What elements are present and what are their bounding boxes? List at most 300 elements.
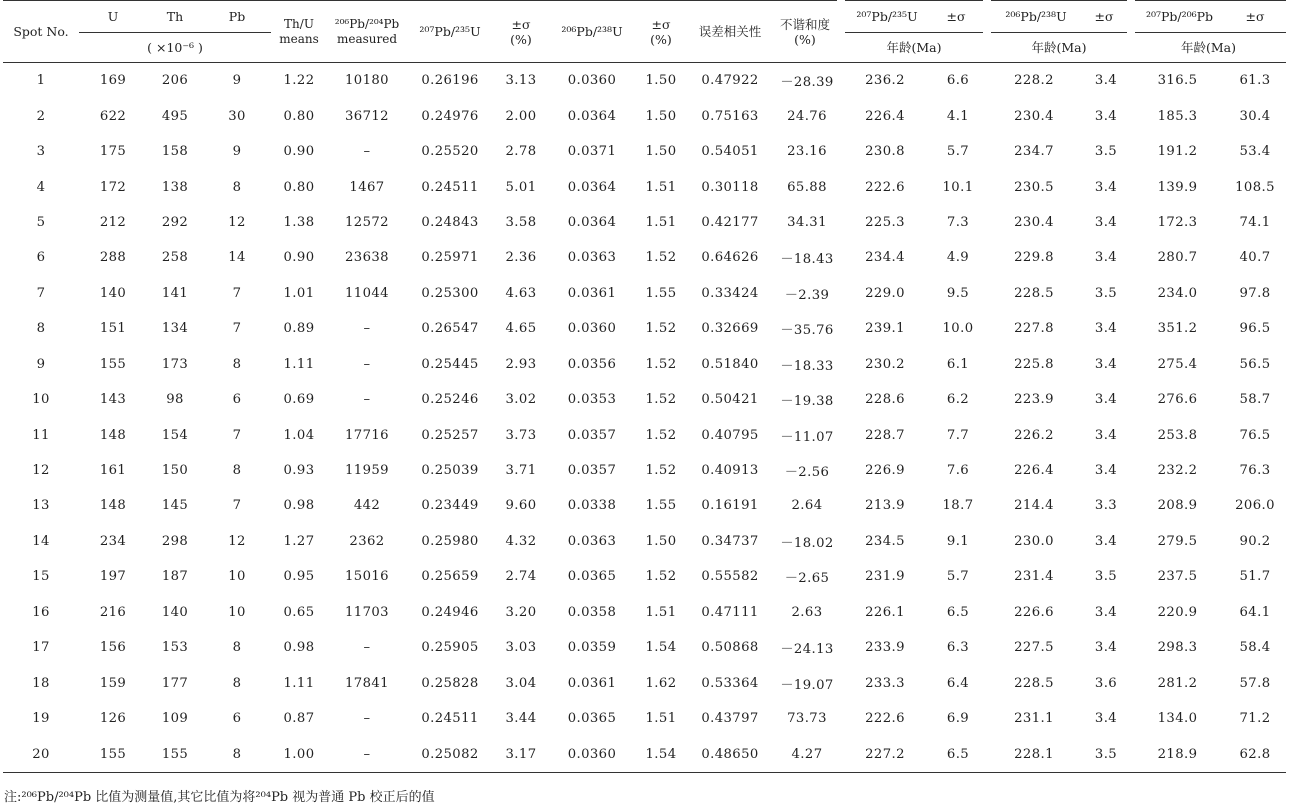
cell-error-correlation: 0.55582 bbox=[701, 569, 759, 585]
cell-pb206-238-sigma: 1.55 bbox=[645, 498, 677, 514]
cell-pb207-235-ratio: 0.24976 bbox=[421, 108, 479, 124]
cell-u: 140 bbox=[99, 285, 127, 301]
cell-spot-no: 11 bbox=[32, 427, 50, 443]
cell-u: 212 bbox=[99, 214, 127, 230]
cell-age-207-206-sigma: 64.1 bbox=[1239, 604, 1271, 620]
cell-age-207-235-sigma: 6.1 bbox=[946, 356, 970, 372]
cell-age-207-206: 220.9 bbox=[1157, 604, 1198, 620]
cell-age-207-235: 227.2 bbox=[841, 736, 929, 772]
cell-pb207-235-ratio: 0.25828 bbox=[421, 675, 479, 691]
cell-age-206-238-sigma: 3.6 bbox=[1094, 675, 1118, 691]
cell-age-207-235: 226.9 bbox=[865, 463, 905, 479]
cell-age-207-235: 231.9 bbox=[865, 569, 905, 585]
cell-spot-no: 19 bbox=[32, 711, 50, 727]
cell-discordance: －35.76 bbox=[780, 323, 834, 339]
table-row bbox=[3, 559, 1286, 594]
cell-th: 141 bbox=[161, 285, 189, 301]
cell-discordance: －24.13 bbox=[780, 642, 834, 658]
cell-pb206-204: 10180 bbox=[345, 73, 389, 89]
header-pb206-204-bottom: measured bbox=[336, 31, 398, 46]
cell-pb: 10 bbox=[228, 604, 246, 620]
cell-pb207-235-ratio: 0.25246 bbox=[421, 392, 479, 408]
header-age-206-238: ²⁰⁶Pb/²³⁸U bbox=[987, 1, 1081, 33]
cell-error-correlation: 0.64626 bbox=[701, 250, 759, 266]
cell-age-207-206: 139.9 bbox=[1157, 179, 1198, 195]
footnote: 注:²⁰⁶Pb/²⁰⁴Pb 比值为测量值,其它比值为将²⁰⁴Pb 视为普通 Pb 校正后的值 bbox=[4, 790, 435, 805]
cell-th: 298 bbox=[161, 533, 189, 549]
cell-age-207-206-sigma: 96.5 bbox=[1239, 321, 1271, 337]
header-sigma-1 bbox=[493, 1, 549, 63]
cell-error-correlation: 0.16191 bbox=[701, 498, 759, 514]
cell-discordance: －11.07 bbox=[780, 429, 834, 445]
cell-u: 197 bbox=[99, 569, 127, 585]
table-row bbox=[3, 311, 1286, 346]
table-row bbox=[3, 134, 1286, 169]
cell-error-correlation: 0.40913 bbox=[701, 463, 759, 479]
cell-pb207-235-sigma: 2.00 bbox=[505, 108, 537, 124]
cell-error-correlation: 0.43797 bbox=[701, 711, 759, 727]
cell-pb206-204: – bbox=[363, 144, 371, 160]
cell-th-u: 1.01 bbox=[283, 285, 315, 301]
cell-age-206-238: 228.5 bbox=[1014, 675, 1054, 691]
cell-pb206-238-ratio: 0.0371 bbox=[567, 144, 617, 160]
cell-pb: 8 bbox=[232, 179, 242, 195]
header-pb206-204 bbox=[327, 1, 407, 63]
cell-age-207-206: 281.2 bbox=[1157, 675, 1198, 691]
cell-age-206-238-sigma: 3.4 bbox=[1094, 392, 1118, 408]
cell-age-206-238: 230.4 bbox=[1014, 108, 1054, 124]
cell-pb207-235-ratio: 0.25082 bbox=[407, 736, 493, 772]
cell-th: 173 bbox=[161, 356, 189, 372]
cell-pb206-204: 17841 bbox=[345, 675, 389, 691]
cell-spot-no: 18 bbox=[32, 675, 50, 691]
cell-pb: 8 bbox=[232, 356, 242, 372]
cell-discordance: －28.39 bbox=[780, 75, 834, 91]
header-th: Th bbox=[147, 1, 203, 33]
cell-age-207-235: 225.3 bbox=[865, 214, 905, 230]
cell-u: 159 bbox=[99, 675, 127, 691]
cell-pb: 8 bbox=[232, 463, 242, 479]
cell-pb206-204: 442 bbox=[353, 498, 381, 514]
cell-age-207-235-sigma: 10.1 bbox=[942, 179, 974, 195]
cell-age-206-238-sigma: 3.5 bbox=[1094, 144, 1118, 160]
cell-discordance: 2.63 bbox=[791, 604, 823, 620]
cell-age-206-238: 227.5 bbox=[1014, 640, 1054, 656]
cell-u: 143 bbox=[99, 392, 127, 408]
cell-th-u: 0.65 bbox=[283, 604, 315, 620]
cell-age-207-235: 239.1 bbox=[865, 321, 905, 337]
cell-error-correlation: 0.54051 bbox=[701, 144, 759, 160]
cell-age-206-238: 230.4 bbox=[1014, 214, 1054, 230]
cell-pb206-204: 17716 bbox=[345, 427, 389, 443]
cell-pb206-238-ratio: 0.0358 bbox=[567, 604, 617, 620]
cell-age-207-206: 276.6 bbox=[1157, 392, 1198, 408]
header-u: U bbox=[79, 1, 147, 33]
cell-pb206-238-ratio: 0.0360 bbox=[567, 73, 617, 89]
cell-age-206-238: 228.5 bbox=[1014, 285, 1054, 301]
cell-age-207-206: 234.0 bbox=[1157, 285, 1198, 301]
cell-pb207-235-ratio: 0.25520 bbox=[421, 144, 479, 160]
cell-spot-no: 10 bbox=[32, 392, 50, 408]
cell-age-207-235-sigma: 18.7 bbox=[942, 498, 974, 514]
cell-age-206-238: 228.2 bbox=[1014, 73, 1054, 89]
cell-u: 288 bbox=[99, 250, 127, 266]
cell-pb207-235-sigma: 2.78 bbox=[505, 144, 537, 160]
cell-pb206-238-ratio: 0.0361 bbox=[567, 675, 617, 691]
cell-spot-no: 12 bbox=[32, 463, 50, 479]
cell-age-207-235-sigma: 5.7 bbox=[946, 144, 970, 160]
cell-error-correlation: 0.33424 bbox=[701, 285, 759, 301]
cell-error-correlation: 0.48650 bbox=[687, 736, 773, 772]
cell-pb206-238-sigma: 1.52 bbox=[645, 392, 677, 408]
cell-pb: 7 bbox=[232, 427, 242, 443]
cell-age-207-206: 253.8 bbox=[1157, 427, 1198, 443]
cell-u: 172 bbox=[99, 179, 127, 195]
table-row bbox=[3, 630, 1286, 665]
cell-th: 155 bbox=[147, 736, 203, 772]
cell-age-206-238-sigma: 3.4 bbox=[1094, 356, 1118, 372]
cell-pb206-238-ratio: 0.0363 bbox=[567, 533, 617, 549]
cell-age-207-206: 185.3 bbox=[1157, 108, 1198, 124]
cell-u: 234 bbox=[99, 533, 127, 549]
cell-age-206-238: 231.4 bbox=[1014, 569, 1054, 585]
header-th-u bbox=[271, 1, 327, 63]
header-age-label-3: 年龄(Ma) bbox=[1131, 33, 1286, 63]
cell-spot-no: 14 bbox=[32, 533, 50, 549]
cell-age-207-206-sigma: 90.2 bbox=[1239, 533, 1271, 549]
cell-discordance: －18.33 bbox=[780, 358, 834, 374]
cell-pb207-235-sigma: 3.58 bbox=[505, 214, 537, 230]
cell-age-206-238: 229.8 bbox=[1014, 250, 1054, 266]
cell-age-207-206: 351.2 bbox=[1157, 321, 1198, 337]
cell-pb206-238-ratio: 0.0357 bbox=[567, 427, 617, 443]
table-row bbox=[3, 417, 1286, 452]
cell-age-207-206-sigma: 61.3 bbox=[1239, 73, 1271, 89]
header-pb206-204-top: ²⁰⁶Pb/²⁰⁴Pb bbox=[334, 16, 400, 31]
cell-pb206-238-sigma: 1.50 bbox=[645, 144, 677, 160]
cell-pb206-238-ratio: 0.0338 bbox=[567, 498, 617, 514]
cell-age-207-206: 232.2 bbox=[1157, 463, 1198, 479]
cell-pb206-238-ratio: 0.0363 bbox=[567, 250, 617, 266]
cell-age-207-235: 229.0 bbox=[865, 285, 905, 301]
cell-pb: 14 bbox=[228, 250, 246, 266]
cell-pb207-235-sigma: 4.63 bbox=[505, 285, 537, 301]
cell-spot-no: 6 bbox=[36, 250, 46, 266]
cell-age-207-206: 316.5 bbox=[1157, 73, 1198, 89]
cell-u: 155 bbox=[99, 356, 127, 372]
cell-age-206-238-sigma: 3.4 bbox=[1094, 321, 1118, 337]
cell-spot-no: 16 bbox=[32, 604, 50, 620]
cell-age-207-235-sigma: 6.5 bbox=[946, 604, 970, 620]
cell-discordance: －19.07 bbox=[780, 677, 834, 693]
cell-age-207-206-sigma: 58.7 bbox=[1239, 392, 1271, 408]
cell-pb207-235-sigma: 3.17 bbox=[493, 736, 549, 772]
cell-spot-no: 2 bbox=[36, 108, 46, 124]
cell-pb207-235-sigma: 3.13 bbox=[505, 73, 537, 89]
cell-pb207-235-ratio: 0.24511 bbox=[421, 179, 479, 195]
header-sigma-1-top: ±σ bbox=[511, 16, 531, 32]
header-sigma-2-top: ±σ bbox=[651, 16, 671, 32]
cell-pb207-235-ratio: 0.24946 bbox=[421, 604, 479, 620]
cell-pb206-204: 23638 bbox=[345, 250, 389, 266]
cell-age-206-238-sigma: 3.4 bbox=[1094, 604, 1118, 620]
table-row bbox=[3, 98, 1286, 133]
cell-pb207-235-sigma: 3.04 bbox=[505, 675, 537, 691]
cell-error-correlation: 0.42177 bbox=[701, 214, 759, 230]
table-row bbox=[3, 736, 1286, 772]
cell-pb207-235-sigma: 3.44 bbox=[505, 711, 537, 727]
cell-pb206-238-ratio: 0.0365 bbox=[567, 711, 617, 727]
cell-th: 154 bbox=[161, 427, 189, 443]
cell-pb206-204: 11959 bbox=[345, 463, 389, 479]
cell-error-correlation: 0.50868 bbox=[701, 640, 759, 656]
header-unit: ( ×10⁻⁶ ) bbox=[79, 33, 271, 63]
cell-age-207-235: 230.8 bbox=[865, 144, 905, 160]
cell-age-207-206-sigma: 57.8 bbox=[1239, 675, 1271, 691]
cell-age-206-238-sigma: 3.3 bbox=[1094, 498, 1118, 514]
cell-pb207-235-sigma: 3.71 bbox=[505, 463, 537, 479]
cell-pb206-204: 15016 bbox=[345, 569, 389, 585]
table-row bbox=[3, 595, 1286, 630]
cell-pb206-238-ratio: 0.0364 bbox=[567, 108, 617, 124]
cell-pb207-235-sigma: 4.65 bbox=[505, 321, 537, 337]
cell-pb: 6 bbox=[232, 711, 242, 727]
cell-pb: 30 bbox=[228, 108, 246, 124]
cell-u: 148 bbox=[99, 427, 127, 443]
cell-age-207-235: 233.3 bbox=[865, 675, 905, 691]
table-row bbox=[3, 276, 1286, 311]
header-th-u-bottom: means bbox=[279, 31, 319, 46]
cell-pb207-235-sigma: 3.73 bbox=[505, 427, 537, 443]
cell-pb: 10 bbox=[228, 569, 246, 585]
cell-age-206-238: 234.7 bbox=[1014, 144, 1054, 160]
cell-age-207-235: 228.7 bbox=[865, 427, 905, 443]
cell-age-207-206-sigma: 76.5 bbox=[1239, 427, 1271, 443]
cell-th-u: 0.98 bbox=[283, 498, 315, 514]
cell-th: 177 bbox=[161, 675, 189, 691]
cell-th-u: 0.90 bbox=[283, 250, 315, 266]
table-row bbox=[3, 63, 1286, 99]
cell-error-correlation: 0.30118 bbox=[701, 179, 759, 195]
cell-th-u: 0.93 bbox=[283, 463, 315, 479]
cell-age-207-206-sigma: 97.8 bbox=[1239, 285, 1271, 301]
cell-age-207-235: 228.6 bbox=[865, 392, 905, 408]
cell-th-u: 1.11 bbox=[283, 356, 315, 372]
cell-spot-no: 15 bbox=[32, 569, 50, 585]
cell-age-206-238: 226.6 bbox=[1014, 604, 1054, 620]
cell-discordance: 73.73 bbox=[787, 711, 827, 727]
cell-pb206-238-sigma: 1.51 bbox=[645, 604, 677, 620]
cell-discordance: 65.88 bbox=[787, 179, 827, 195]
cell-discordance: －18.02 bbox=[780, 535, 834, 551]
cell-age-207-206: 172.3 bbox=[1157, 214, 1198, 230]
cell-pb206-238-sigma: 1.51 bbox=[645, 214, 677, 230]
cell-age-207-235: 213.9 bbox=[865, 498, 905, 514]
cell-error-correlation: 0.47922 bbox=[701, 73, 759, 89]
cell-th: 109 bbox=[161, 711, 189, 727]
cell-age-206-238: 226.4 bbox=[1014, 463, 1054, 479]
cell-age-207-235-sigma: 9.1 bbox=[946, 533, 970, 549]
cell-age-207-206-sigma: 30.4 bbox=[1239, 108, 1271, 124]
cell-age-207-235-sigma: 6.2 bbox=[946, 392, 970, 408]
cell-pb206-238-ratio: 0.0361 bbox=[567, 285, 617, 301]
cell-age-207-235-sigma: 6.5 bbox=[929, 736, 987, 772]
cell-th-u: 1.22 bbox=[283, 73, 315, 89]
cell-th: 495 bbox=[161, 108, 189, 124]
cell-age-207-235-sigma: 9.5 bbox=[946, 285, 970, 301]
cell-pb207-235-ratio: 0.25980 bbox=[421, 533, 479, 549]
cell-pb207-235-ratio: 0.24511 bbox=[421, 711, 479, 727]
cell-pb206-204: – bbox=[363, 321, 371, 337]
cell-th-u: 0.95 bbox=[283, 569, 315, 585]
cell-spot-no: 4 bbox=[36, 179, 46, 195]
cell-pb206-204: – bbox=[327, 736, 407, 772]
cell-age-207-206: 218.9 bbox=[1131, 736, 1224, 772]
cell-age-207-235: 226.1 bbox=[865, 604, 905, 620]
cell-age-207-235-sigma: 6.3 bbox=[946, 640, 970, 656]
cell-age-206-238-sigma: 3.4 bbox=[1094, 427, 1118, 443]
cell-age-206-238-sigma: 3.4 bbox=[1094, 179, 1118, 195]
cell-pb206-238-sigma: 1.54 bbox=[645, 640, 677, 656]
cell-pb207-235-ratio: 0.25905 bbox=[421, 640, 479, 656]
table-row bbox=[3, 665, 1286, 700]
cell-th-u: 0.87 bbox=[283, 711, 315, 727]
table-header bbox=[3, 1, 1286, 63]
cell-age-206-238-sigma: 3.5 bbox=[1081, 736, 1131, 772]
cell-spot-no: 13 bbox=[32, 498, 50, 514]
cell-age-207-235-sigma: 7.7 bbox=[946, 427, 970, 443]
table-row bbox=[3, 205, 1286, 240]
header-pb207-235-ratio: ²⁰⁷Pb/²³⁵U bbox=[407, 1, 493, 63]
cell-th: 150 bbox=[161, 463, 189, 479]
cell-discordance: 34.31 bbox=[787, 214, 827, 230]
cell-pb206-238-sigma: 1.51 bbox=[645, 711, 677, 727]
cell-pb: 8 bbox=[232, 640, 242, 656]
cell-pb206-204: 2362 bbox=[349, 533, 385, 549]
cell-age-207-235-sigma: 10.0 bbox=[942, 321, 974, 337]
cell-age-206-238-sigma: 3.4 bbox=[1094, 108, 1118, 124]
cell-age-207-235: 222.6 bbox=[865, 179, 905, 195]
cell-error-correlation: 0.34737 bbox=[701, 533, 759, 549]
table-row bbox=[3, 488, 1286, 523]
cell-age-207-235: 236.2 bbox=[865, 73, 905, 89]
header-age-207-235: ²⁰⁷Pb/²³⁵U bbox=[841, 1, 929, 33]
cell-spot-no: 7 bbox=[36, 285, 46, 301]
cell-error-correlation: 0.40795 bbox=[701, 427, 759, 443]
cell-age-207-206-sigma: 206.0 bbox=[1235, 498, 1275, 514]
cell-pb207-235-ratio: 0.25659 bbox=[421, 569, 479, 585]
cell-pb207-235-ratio: 0.25039 bbox=[421, 463, 479, 479]
cell-pb206-238-ratio: 0.0356 bbox=[567, 356, 617, 372]
cell-pb207-235-ratio: 0.25257 bbox=[421, 427, 479, 443]
cell-pb206-204: 11703 bbox=[345, 604, 389, 620]
cell-age-207-235-sigma: 6.9 bbox=[946, 711, 970, 727]
cell-pb207-235-sigma: 2.36 bbox=[505, 250, 537, 266]
cell-pb207-235-sigma: 5.01 bbox=[505, 179, 537, 195]
cell-pb206-238-ratio: 0.0359 bbox=[567, 640, 617, 656]
header-age-label-2: 年龄(Ma) bbox=[987, 33, 1131, 63]
cell-pb206-204: 11044 bbox=[345, 285, 389, 301]
cell-th: 258 bbox=[161, 250, 189, 266]
cell-u: 216 bbox=[99, 604, 127, 620]
cell-pb206-238-sigma: 1.52 bbox=[645, 250, 677, 266]
cell-pb207-235-sigma: 4.32 bbox=[505, 533, 537, 549]
cell-age-207-206-sigma: 51.7 bbox=[1239, 569, 1271, 585]
table-row bbox=[3, 169, 1286, 204]
cell-age-207-235: 234.5 bbox=[865, 533, 905, 549]
cell-pb206-238-sigma: 1.51 bbox=[645, 179, 677, 195]
cell-age-206-238: 231.1 bbox=[1014, 711, 1054, 727]
cell-age-207-206-sigma: 76.3 bbox=[1239, 463, 1271, 479]
cell-pb207-235-ratio: 0.25445 bbox=[421, 356, 479, 372]
cell-pb206-238-ratio: 0.0365 bbox=[567, 569, 617, 585]
cell-age-206-238: 230.5 bbox=[1014, 179, 1054, 195]
cell-pb: 8 bbox=[203, 736, 271, 772]
cell-u: 155 bbox=[79, 736, 147, 772]
cell-discordance: －2.56 bbox=[784, 465, 830, 481]
cell-age-207-235-sigma: 6.6 bbox=[946, 73, 970, 89]
cell-age-206-238-sigma: 3.5 bbox=[1094, 569, 1118, 585]
cell-pb207-235-sigma: 9.60 bbox=[505, 498, 537, 514]
cell-pb: 7 bbox=[232, 498, 242, 514]
cell-age-206-238: 227.8 bbox=[1014, 321, 1054, 337]
cell-pb206-238-sigma: 1.54 bbox=[635, 736, 687, 772]
cell-u: 126 bbox=[99, 711, 127, 727]
cell-th: 138 bbox=[161, 179, 189, 195]
cell-pb207-235-sigma: 2.74 bbox=[505, 569, 537, 585]
cell-th-u: 1.04 bbox=[283, 427, 315, 443]
table-row bbox=[3, 347, 1286, 382]
cell-error-correlation: 0.51840 bbox=[701, 356, 759, 372]
header-spot-no: Spot No. bbox=[3, 1, 79, 63]
header-sigma-2-bottom: (%) bbox=[650, 31, 672, 47]
cell-pb206-204: 1467 bbox=[349, 179, 385, 195]
cell-spot-no: 1 bbox=[36, 73, 46, 89]
cell-error-correlation: 0.53364 bbox=[701, 675, 759, 691]
cell-th-u: 1.38 bbox=[283, 214, 315, 230]
cell-th: 292 bbox=[161, 214, 189, 230]
cell-pb206-204: – bbox=[363, 711, 371, 727]
cell-age-206-238: 230.0 bbox=[1014, 533, 1054, 549]
cell-age-206-238-sigma: 3.5 bbox=[1094, 285, 1118, 301]
cell-pb206-238-ratio: 0.0357 bbox=[567, 463, 617, 479]
cell-spot-no: 3 bbox=[36, 144, 46, 160]
header-age-207-235-sigma: ±σ bbox=[929, 1, 987, 33]
cell-age-207-206-sigma: 71.2 bbox=[1239, 711, 1271, 727]
cell-age-207-235: 233.9 bbox=[865, 640, 905, 656]
cell-age-207-235-sigma: 7.3 bbox=[946, 214, 970, 230]
cell-discordance: －2.65 bbox=[784, 571, 830, 587]
cell-th-u: 0.80 bbox=[283, 179, 315, 195]
cell-age-206-238-sigma: 3.4 bbox=[1094, 711, 1118, 727]
cell-error-correlation: 0.50421 bbox=[701, 392, 759, 408]
cell-discordance: 23.16 bbox=[787, 144, 827, 160]
cell-pb206-238-ratio: 0.0364 bbox=[567, 214, 617, 230]
cell-spot-no: 20 bbox=[3, 736, 79, 772]
cell-discordance: －19.38 bbox=[780, 394, 834, 410]
cell-pb207-235-ratio: 0.26196 bbox=[421, 73, 479, 89]
cell-pb206-238-sigma: 1.52 bbox=[645, 463, 677, 479]
cell-pb207-235-sigma: 2.93 bbox=[505, 356, 537, 372]
cell-age-207-206-sigma: 56.5 bbox=[1239, 356, 1271, 372]
header-error-correlation: 误差相关性 bbox=[687, 1, 773, 63]
header-age-207-206-sigma: ±σ bbox=[1224, 1, 1286, 33]
cell-age-206-238: 214.4 bbox=[1014, 498, 1054, 514]
cell-age-207-206-sigma: 108.5 bbox=[1235, 179, 1275, 195]
header-discordance-top: 不谐和度 bbox=[779, 16, 830, 32]
cell-age-207-235: 226.4 bbox=[865, 108, 905, 124]
header-age-label-1: 年龄(Ma) bbox=[841, 33, 987, 63]
